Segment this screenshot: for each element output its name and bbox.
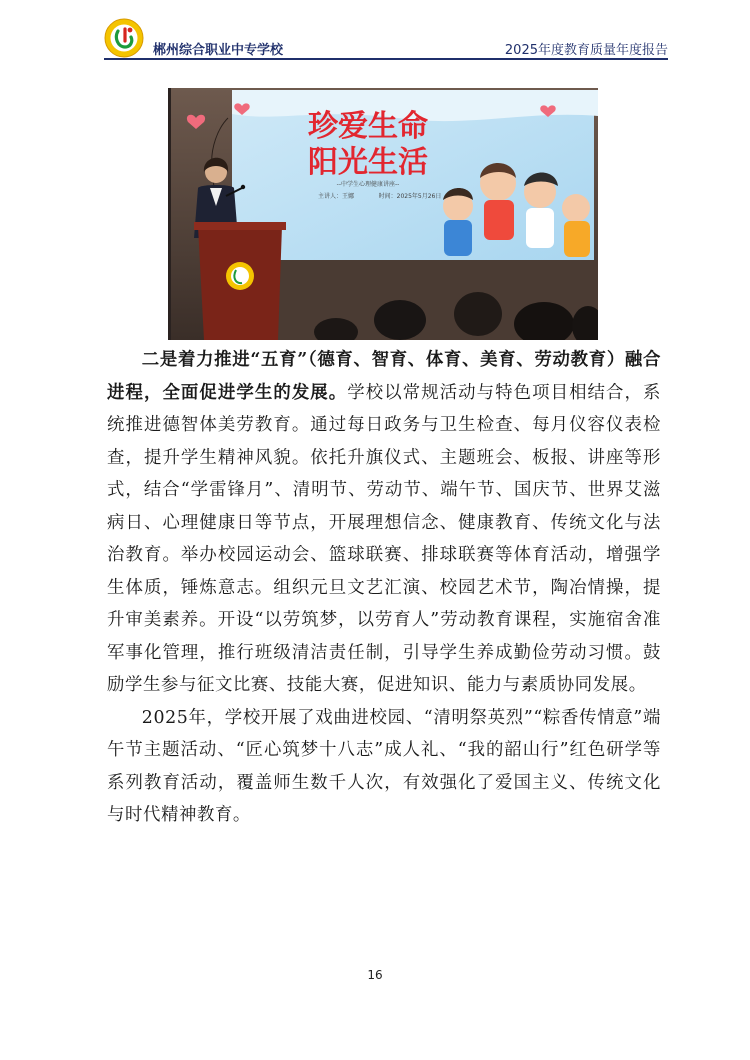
paragraph-lead-bold: 二是着力推进“五育”（德育、智育、体育、美育、劳动教育）融合进程，全面促进学生的发展。	[107, 350, 661, 403]
paragraph-activities-2025: 2025年，学校开展了戏曲进校园、“清明祭英烈”“粽香传情意”端午节主题活动、“匠心筑梦十八志”成人礼、“我的韶山行”红色研学等系列教育活动，覆盖师生数千人次，有效强化了爱国主义、传统文化与时代精神教育。	[107, 707, 661, 825]
school-name: 郴州综合职业中专学校	[153, 43, 284, 58]
slide-speaker: 主讲人：王娜	[317, 193, 355, 200]
lecture-photo-illustration	[168, 88, 598, 340]
page-header	[104, 18, 668, 60]
lecture-photo	[168, 88, 598, 340]
body-text	[107, 344, 661, 832]
slide-title-line1: 珍爱生命	[308, 109, 428, 144]
header-divider	[104, 58, 668, 60]
report-title: 2025年度教育质量年度报告	[504, 43, 668, 58]
school-logo-icon	[104, 18, 144, 58]
slide-time: 时间：2025年5月26日	[378, 193, 442, 200]
page-number: 16	[367, 968, 383, 982]
slide-title-line2: 阳光生活	[308, 145, 428, 180]
paragraph-body: 学校以常规活动与特色项目相结合，系统推进德智体美劳教育。通过每日政务与卫生检查、每月仪容仪表检查，提升学生精神风貌。依托升旗仪式、主题班会、板报、讲座等形式，结合“学雷锋月”、清明节、劳动节、端午节、国庆节、世界艾滋病日、心理健康日等节点，开展理想信念、健康教育、传统文化与法治教育。举办校园运动会、篮球联赛、排球联赛等体育活动，增强学生体质，锤炼意志。组织元旦文艺汇演、校园艺术节，陶冶情操，提升审美素养。开设“以劳筑梦，以劳育人”劳动教育课程，实施宿舍准军事化管理，推行班级清洁责任制，引导学生养成勤俭劳动习惯。鼓励学生参与征文比赛、技能大赛，促进知识、能力与素质协同发展。	[107, 382, 661, 695]
paragraph-five-education	[107, 344, 661, 702]
slide-subtitle: --中学生心理健康讲座--	[336, 181, 400, 188]
